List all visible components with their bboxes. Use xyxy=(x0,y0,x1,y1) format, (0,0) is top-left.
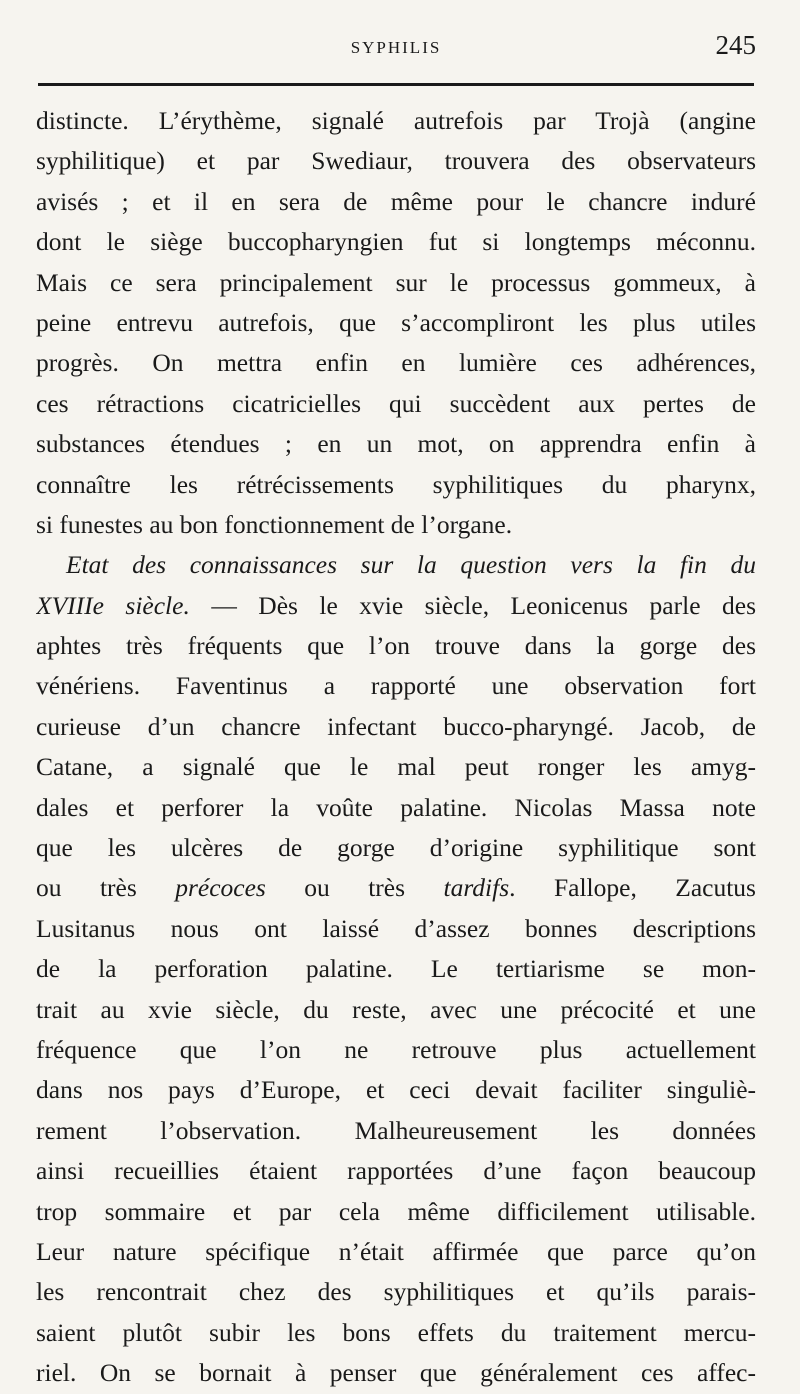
text-line xyxy=(36,1030,756,1070)
text-run: que les ulcères de gorge d’origine syphilitique sont xyxy=(36,833,756,863)
text-run: connaître les rétrécissements syphilitiques du pharynx, xyxy=(36,469,756,499)
running-title: SYPHILIS xyxy=(350,38,442,57)
text-line xyxy=(36,343,756,383)
text-line xyxy=(36,828,756,868)
text-run: . Fallope, Zacutus xyxy=(509,873,756,903)
text-run: aphtes très fréquents que l’on trouve dans la gorge des xyxy=(36,631,756,661)
text-run: vénériens. Faventinus a rapporté une observation fort xyxy=(36,671,756,701)
text-line xyxy=(36,1272,756,1312)
text-run: ou très xyxy=(265,873,444,903)
body-text xyxy=(36,101,756,1394)
text-run: curieuse d’un chancre infectant bucco-pharyngé. Jacob, de xyxy=(36,711,756,741)
text-run: rement l’observation. Malheureusement les données xyxy=(36,1115,756,1145)
text-line xyxy=(36,747,756,787)
text-line xyxy=(36,707,756,747)
text-line xyxy=(36,505,756,545)
text-run: avisés ; et il en sera de même pour le chancre induré xyxy=(36,186,756,216)
text-run: progrès. On mettra enfin en lumière ces adhérences, xyxy=(36,348,756,378)
text-run: saient plutôt subir les bons effets du traitement mercu- xyxy=(36,1317,756,1347)
text-line xyxy=(36,626,756,666)
text-line xyxy=(36,990,756,1030)
text-line xyxy=(36,909,756,949)
text-run: syphilitique) et par Swediaur, trouvera des observateurs xyxy=(36,146,756,176)
text-run: ainsi recueillies étaient rapportées d’une façon beaucoup xyxy=(36,1156,756,1186)
italic-text: Etat des connaissances sur la question vers la fin du xyxy=(66,550,756,580)
text-line xyxy=(36,868,756,908)
text-line xyxy=(36,1313,756,1353)
text-run: peine entrevu autrefois, que s’accompliront les plus utiles xyxy=(36,307,756,337)
text-run: Mais ce sera principalement sur le processus gommeux, à xyxy=(36,267,756,297)
text-run: ou très xyxy=(36,873,176,903)
page-number: 245 xyxy=(715,30,756,60)
text-run: ces rétractions cicatricielles qui succèdent aux pertes de xyxy=(36,388,756,418)
text-line xyxy=(36,1151,756,1191)
text-line xyxy=(36,465,756,505)
text-line xyxy=(36,384,756,424)
text-line xyxy=(36,1232,756,1272)
text-line xyxy=(36,1353,756,1393)
text-run: substances étendues ; en un mot, on apprendra enfin à xyxy=(36,429,756,459)
text-line xyxy=(36,222,756,262)
text-run: riel. On se bornait à penser que généralement ces affec- xyxy=(36,1358,756,1388)
text-run: dont le siège buccopharyngien fut si longtemps méconnu. xyxy=(36,227,756,257)
text-run: distincte. L’érythème, signalé autrefois par Trojà (angine xyxy=(36,106,756,135)
header-rule xyxy=(38,83,754,86)
text-line xyxy=(36,303,756,343)
text-run: Leur nature spécifique n’était affirmée que parce qu’on xyxy=(36,1236,756,1266)
text-line xyxy=(36,788,756,828)
text-run: les rencontrait chez des syphilitiques et qu’ils parais- xyxy=(36,1277,756,1307)
text-run: fréquence que l’on ne retrouve plus actuellement xyxy=(36,1034,756,1064)
text-run: si funestes au bon fonctionnement de l’organe. xyxy=(36,509,513,539)
text-run: Lusitanus nous ont laissé d’assez bonnes descriptions xyxy=(36,913,756,943)
text-line xyxy=(36,141,756,181)
text-run: Catane, a signalé que le mal peut ronger les amyg- xyxy=(36,752,756,782)
text-run: dales et perforer la voûte palatine. Nicolas Massa note xyxy=(36,792,756,822)
text-line xyxy=(36,949,756,989)
text-line xyxy=(36,101,756,141)
text-run: trait au xvie siècle, du reste, avec une précocité et une xyxy=(36,994,756,1024)
text-line xyxy=(36,666,756,706)
text-line xyxy=(36,263,756,303)
italic-text: précoces xyxy=(175,873,266,903)
text-line xyxy=(36,424,756,464)
text-line xyxy=(36,545,756,585)
running-head xyxy=(36,28,756,68)
text-line xyxy=(36,182,756,222)
text-line xyxy=(36,586,756,626)
italic-text: tardifs xyxy=(443,873,510,903)
text-run: dans nos pays d’Europe, et ceci devait faciliter singuliè- xyxy=(36,1075,756,1105)
text-run: trop sommaire et par cela même difficilement utilisable. xyxy=(36,1196,756,1226)
text-run: de la perforation palatine. Le tertiarisme se mon- xyxy=(36,954,756,984)
italic-text: XVIIIe siècle. xyxy=(36,590,190,620)
text-run: — Dès le xvie siècle, Leonicenus parle des xyxy=(189,590,756,620)
text-line xyxy=(36,1192,756,1232)
text-line xyxy=(36,1111,756,1151)
text-line xyxy=(36,1070,756,1110)
